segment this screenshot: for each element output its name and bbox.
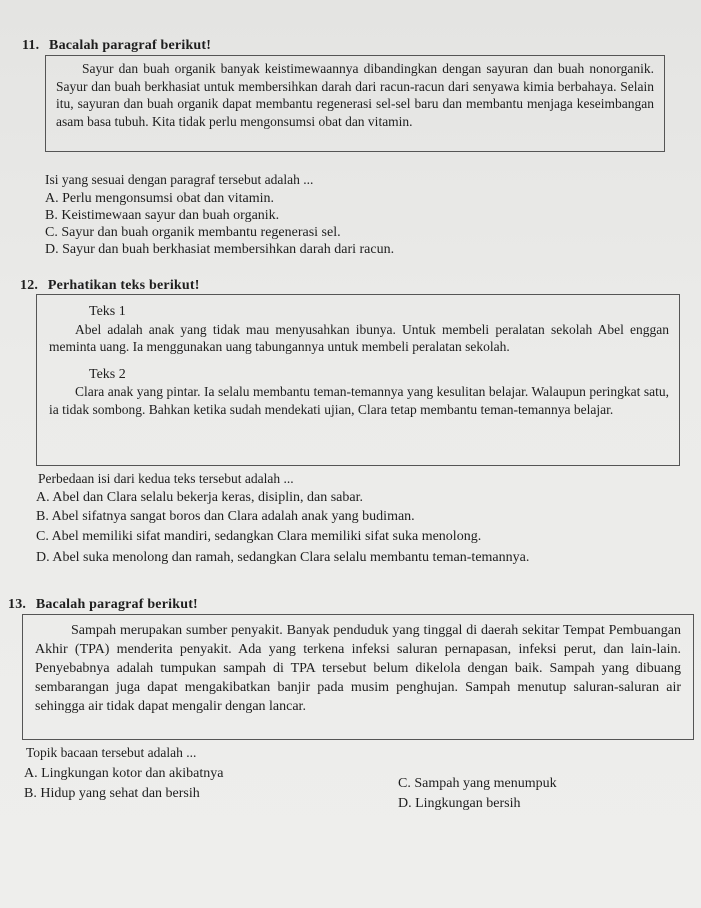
q13-title: Bacalah paragraf berikut! <box>35 597 198 612</box>
q12-option-a[interactable]: A. Abel dan Clara selalu bekerja keras, disiplin, dan sabar. <box>36 490 363 505</box>
q11-number: 11. <box>22 38 40 53</box>
q12-option-c[interactable]: C. Abel memiliki sifat mandiri, sedangkan Clara memiliki sifat suka menolong. <box>36 529 482 544</box>
q13-number: 13. <box>8 597 27 612</box>
q12-teks2: Clara anak yang pintar. Ia selalu membantu teman-temannya yang kesulitan belajar. Walaupun peringkat satu, ia tidak sombong. Bahkan ketika sudah mendekati ujian, Clara tetap membantu teman-temannya belajar. <box>49 384 669 417</box>
q12-number: 12. <box>20 278 39 293</box>
q11-option-d[interactable]: D. Sayur dan buah berkhasiat membersihkan darah dari racun. <box>45 242 395 257</box>
q11-option-a[interactable]: A. Perlu mengonsumsi obat dan vitamin. <box>45 191 275 206</box>
q13-question: Topik bacaan tersebut adalah ... <box>26 745 197 760</box>
q11-option-c[interactable]: C. Sayur dan buah organik membantu regenerasi sel. <box>45 225 341 240</box>
q12-title: Perhatikan teks berikut! <box>47 278 200 293</box>
q12-heading <box>20 278 200 294</box>
q11-passage-box <box>45 55 665 152</box>
q12-option-d[interactable]: D. Abel suka menolong dan ramah, sedangkan Clara selalu membantu teman-temannya. <box>36 550 530 565</box>
q12-texts-box <box>36 294 680 466</box>
q13-option-d[interactable]: D. Lingkungan bersih <box>398 796 521 811</box>
q11-paragraph: Sayur dan buah organik banyak keistimewaannya dibandingkan dengan sayuran dan buah nonorganik. Sayur dan buah berkhasiat untuk membersihkan darah dari racun-racun dari senyawa kimia berbahaya. Selain itu, sayuran dan buah organik dapat membantu regenerasi sel-sel baru dan membantu menjaga keseimbangan asam basa tubuh. Kita tidak perlu mengonsumsi obat dan vitamin. <box>56 61 654 129</box>
q11-title: Bacalah paragraf berikut! <box>49 38 212 53</box>
q12-teks1-label: Teks 1 <box>89 304 126 319</box>
q11-question: Isi yang sesuai dengan paragraf tersebut adalah ... <box>45 172 314 187</box>
q12-question: Perbedaan isi dari kedua teks tersebut adalah ... <box>38 471 294 486</box>
q13-heading <box>8 597 198 613</box>
q13-option-b[interactable]: B. Hidup yang sehat dan bersih <box>24 786 200 801</box>
q13-option-c[interactable]: C. Sampah yang menumpuk <box>398 776 557 791</box>
q13-passage-box <box>22 614 694 740</box>
q12-teks2-label: Teks 2 <box>89 366 126 382</box>
q12-teks1: Abel adalah anak yang tidak mau menyusahkan ibunya. Untuk membeli peralatan sekolah Abel enggan meminta uang. Ia menggunakan uang tabungannya untuk membeli peralatan sekolah. <box>49 321 669 354</box>
q12-option-b[interactable]: B. Abel sifatnya sangat boros dan Clara adalah anak yang budiman. <box>36 509 415 524</box>
q11-option-b[interactable]: B. Keistimewaan sayur dan buah organik. <box>45 208 280 223</box>
q13-option-a[interactable]: A. Lingkungan kotor dan akibatnya <box>24 766 224 781</box>
q11-heading <box>22 38 211 54</box>
q13-paragraph: Sampah merupakan sumber penyakit. Banyak penduduk yang tinggal di daerah sekitar Tempat Pembuangan Akhir (TPA) menderita penyakit. Ada yang terkena infeksi saluran pernapasan, infeksi perut, dan lain-lain. Penyebabnya adalah tumpukan sampah di TPA tersebut belum dikelola dengan baik. Sampah yang dibuang sembarangan juga dapat mengakibatkan banjir pada musim penghujan. Sampah menutup saluran-saluran air sehingga air tidak dapat mengalir dengan lancar. <box>35 623 681 714</box>
